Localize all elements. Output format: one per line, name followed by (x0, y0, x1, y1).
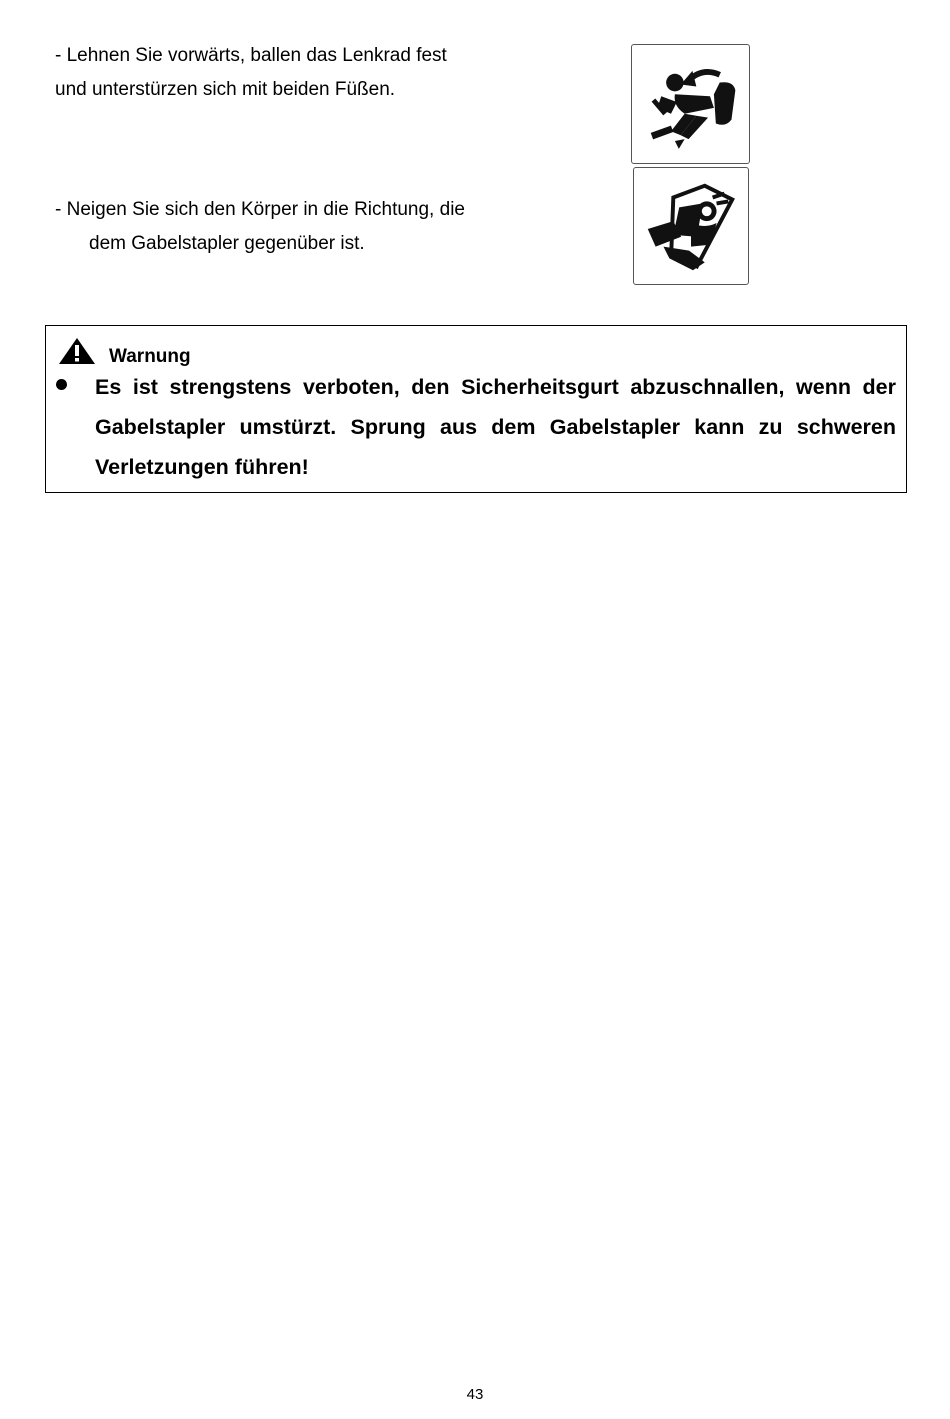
warning-triangle-icon (58, 337, 96, 365)
warning-box (45, 325, 907, 493)
warning-text: Es ist strengstens verboten, den Sicherheitsgurt abzuschnallen, wenn der Gabelstapler umstürzt. Sprung aus dem Gabelstapler kann zu schweren Verletzungen führen! (95, 375, 896, 479)
instruction-lean-forward: - Lehnen Sie vorwärts, ballen das Lenkrad fest und unterstürzen sich mit beiden Füßen. (55, 45, 447, 100)
lean-forward-brace-icon (631, 44, 750, 164)
lean-away-icon (633, 167, 749, 285)
page-number: 43 (466, 1386, 484, 1403)
warning-label: Warnung (109, 346, 191, 367)
bullet-dot-icon (56, 379, 67, 390)
instruction-lean-away: - Neigen Sie sich den Körper in die Richtung, die dem Gabelstapler gegenüber ist. (55, 199, 465, 254)
